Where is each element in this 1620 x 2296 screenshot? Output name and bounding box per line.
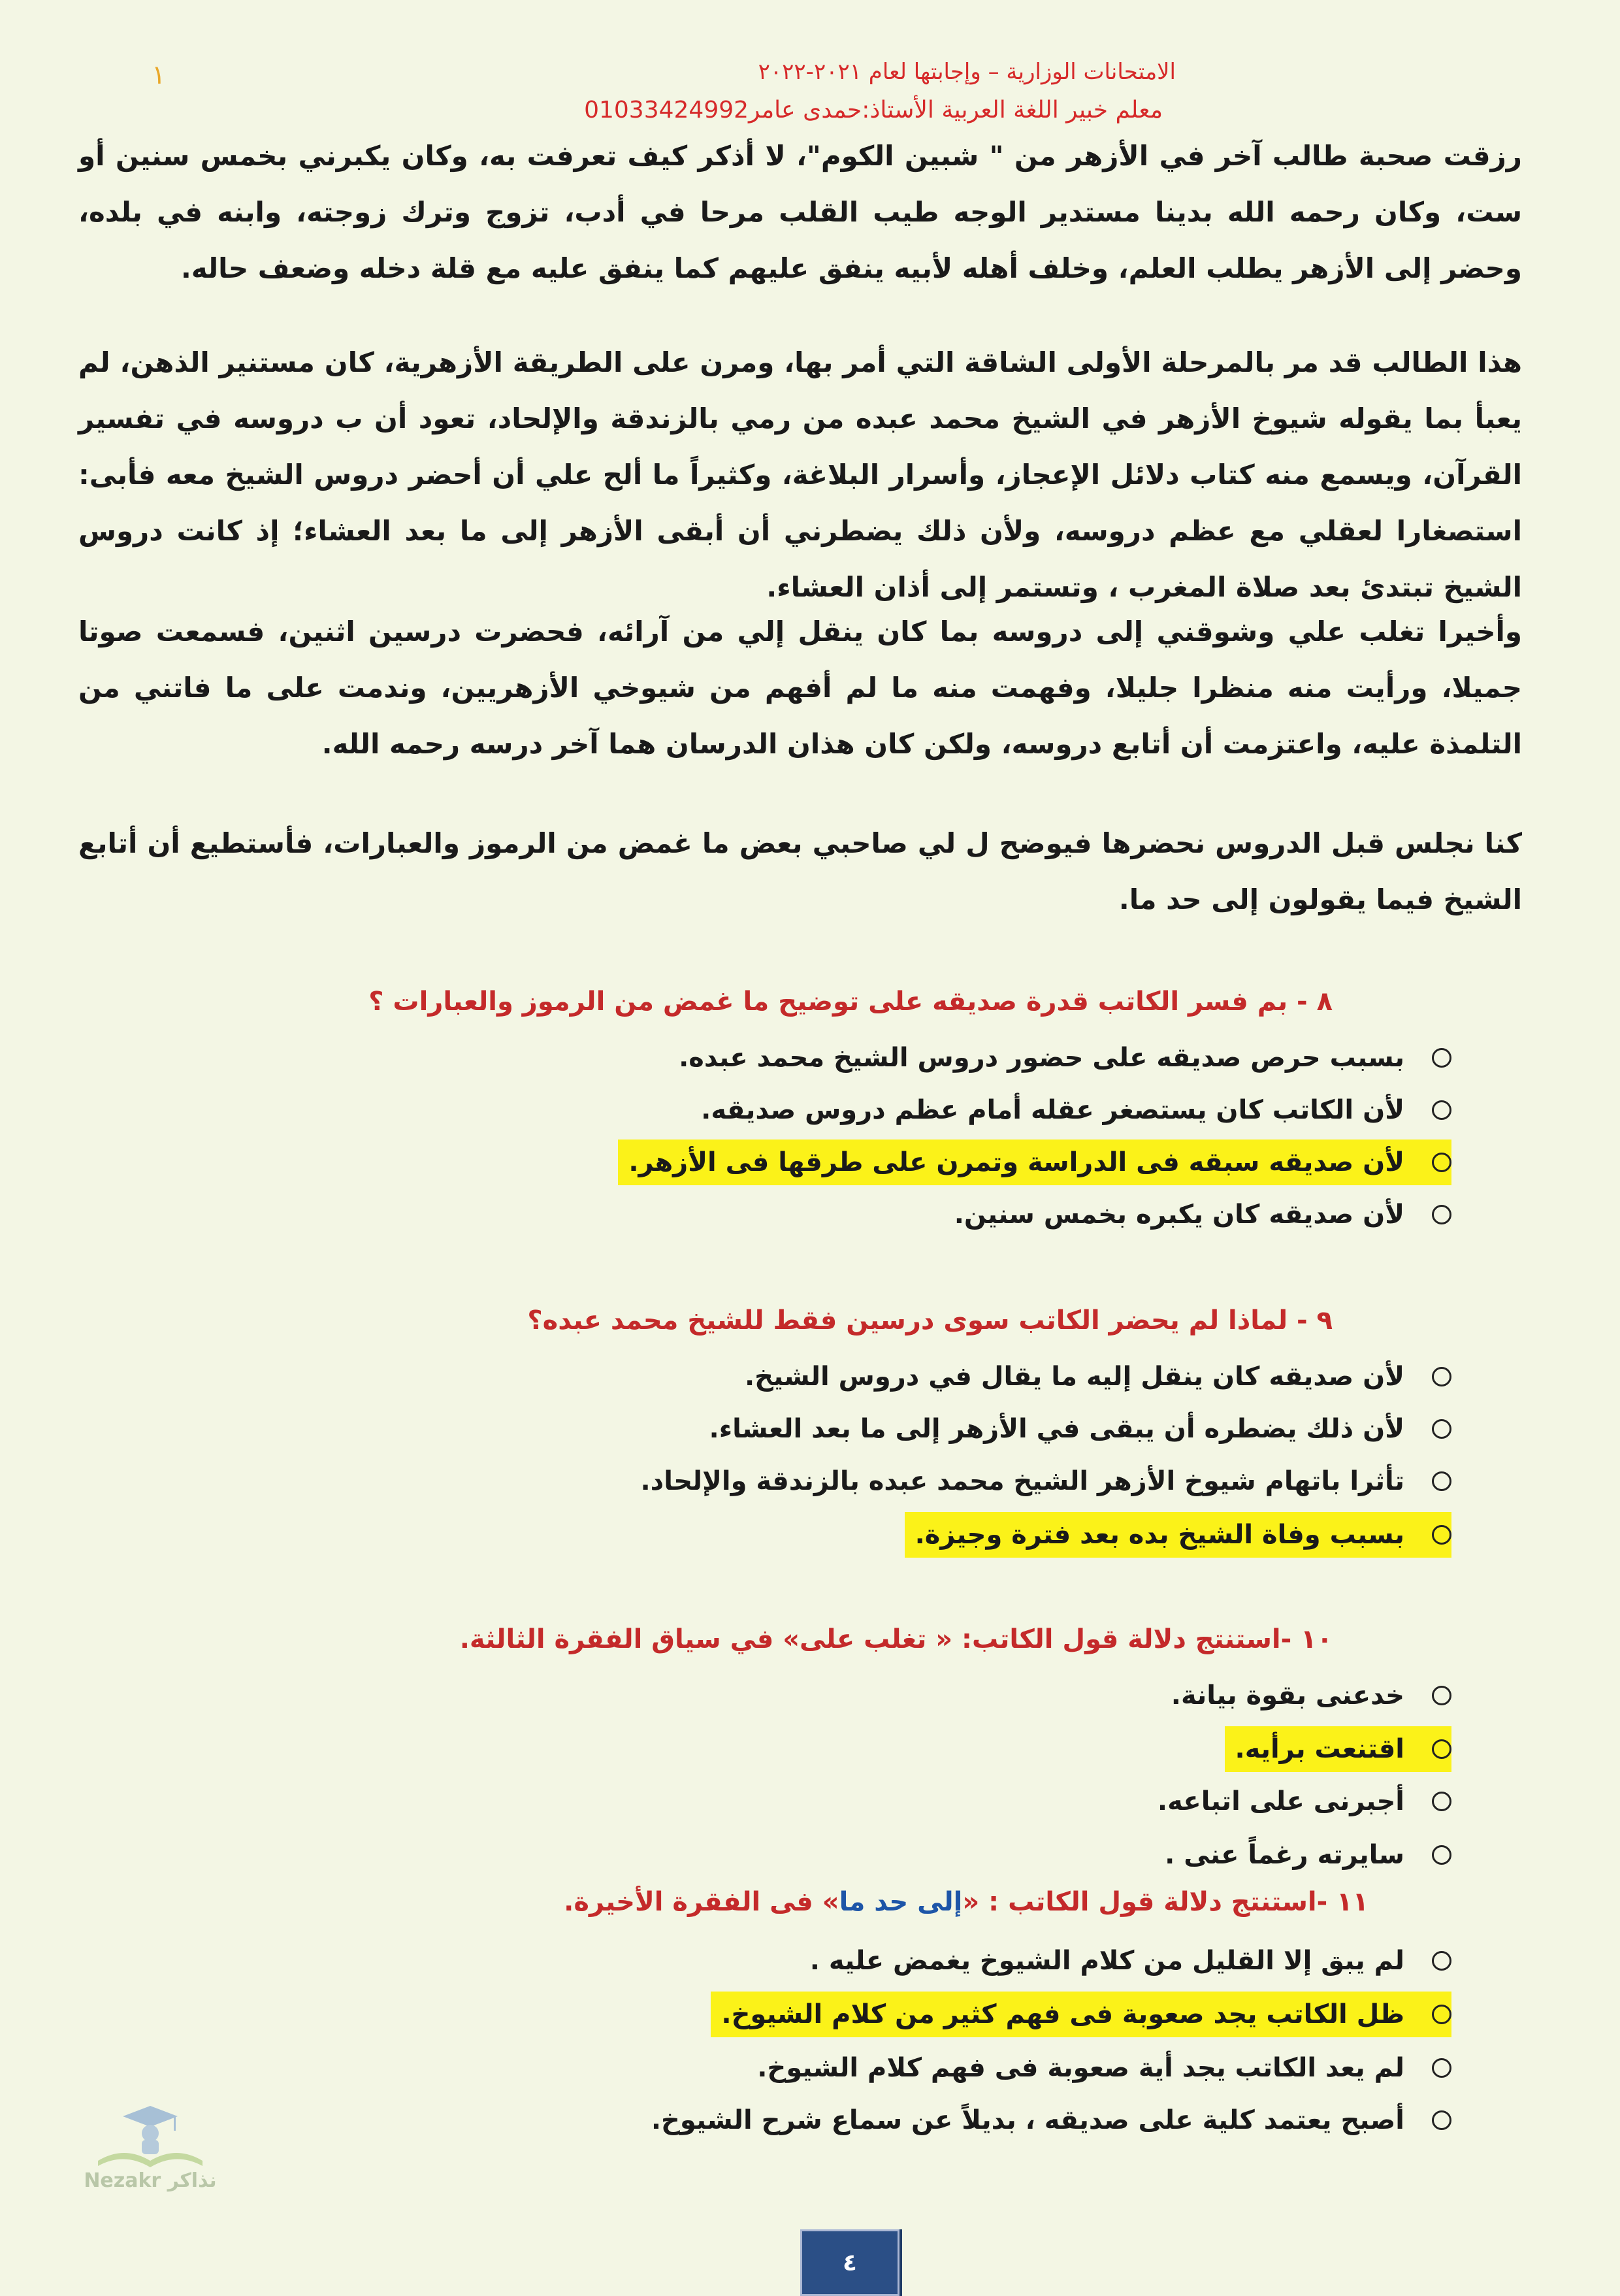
radio-circle-icon [1432, 1471, 1451, 1491]
radio-circle-icon [1432, 2110, 1451, 2130]
q9-option-2[interactable]: لأن ذلك يضطره أن يبقى في الأزهر إلى ما بعد العشاء. [707, 1406, 1452, 1452]
question-9: ٩ - لماذا لم يحضر الكاتب سوى درسين فقط للشيخ محمد عبده؟ [527, 1305, 1333, 1336]
radio-circle-icon [1432, 2005, 1451, 2024]
q8-option-1[interactable]: بسبب حرص صديقه على حضور دروس الشيخ محمد عبده. [676, 1035, 1451, 1081]
q9-option-1[interactable]: لأن صديقه كان ينقل إليه ما يقال في دروس الشيخ. [742, 1354, 1451, 1400]
question-11-quote: إلى حد ما [839, 1887, 963, 1917]
question-11: ١١ -استنتج دلالة قول الكاتب : «إلى حد ما» فى الفقرة الأخيرة. [564, 1887, 1369, 1917]
radio-circle-icon [1432, 1792, 1451, 1811]
radio-circle-icon [1432, 1367, 1451, 1386]
radio-circle-icon [1432, 2058, 1451, 2078]
q11-option-4[interactable]: أصبح يعتمد كلية على صديقه ، بديلاً عن سماع شرح الشيوخ. [649, 2097, 1451, 2143]
q8-option-4[interactable]: لأن صديقه كان يكبره بخمس سنين. [952, 1192, 1451, 1238]
nezakr-logo [52, 2101, 248, 2192]
radio-circle-icon [1432, 1951, 1451, 1971]
graduation-book-icon [52, 2101, 248, 2192]
q10-option-1[interactable]: خدعنى بقوة بيانة. [1169, 1673, 1451, 1718]
q8-option-3-answer[interactable]: لأن صديقه سبقه فى الدراسة وتمرن على طرقها فى الأزهر. [618, 1140, 1451, 1185]
passage-paragraph-3: وأخيرا تغلب علي وشوقني إلى دروسه بما كان ينقل إلي من آرائه، فحضرت درسين اثنين، فسمعت صوتا جميلا، ورأيت منه منظرا جليلا، وفهمت منه ما لم أفهم من شيوخي الأزهريين، وندمت على ما فاتني من التلمذة عليه، واعتزمت أن أتابع دروسه، ولكن كان هذان الدرسان هما آخر درسه رحمه الله. [78, 615, 1522, 760]
q9-option-3[interactable]: تأثرا باتهام شيوخ الأزهر الشيخ محمد عبده بالزندقة والإلحاد. [638, 1458, 1451, 1504]
question-10: ١٠ -استنتج دلالة قول الكاتب: « تغلب على» في سياق الفقرة الثالثة. [459, 1624, 1333, 1654]
header-mark: ١ [152, 60, 166, 90]
question-8: ٨ - بم فسر الكاتب قدرة صديقه على توضيح ما غمض من الرموز والعبارات ؟ [368, 987, 1333, 1017]
radio-circle-icon [1432, 1739, 1451, 1759]
q10-option-2-answer[interactable]: اقتنعت برأيه. [1225, 1726, 1452, 1772]
q8-option-2[interactable]: لأن الكاتب كان يستصغر عقله أمام عظم دروس صديقه. [698, 1087, 1451, 1133]
radio-circle-icon [1432, 1525, 1451, 1545]
radio-circle-icon [1432, 1100, 1451, 1120]
header-title: الامتحانات الوزارية – وإجابتها لعام ٢٠٢١-٢٠٢٢ [758, 59, 1176, 85]
radio-circle-icon [1432, 1686, 1451, 1705]
svg-text:Nezakr نذاكر: Nezakr نذاكر [84, 2169, 217, 2192]
q9-option-4-answer[interactable]: بسبب وفاة الشيخ بده بعد فترة وجيزة. [905, 1512, 1451, 1558]
radio-circle-icon [1432, 1419, 1451, 1439]
q11-option-2-answer[interactable]: ظل الكاتب يجد صعوبة فى فهم كثير من كلام الشيوخ. [711, 1992, 1451, 2037]
page-number-badge: ٤ [800, 2229, 899, 2296]
header-teacher: معلم خبير اللغة العربية الأستاذ:حمدى عامر01033424992 [584, 97, 1163, 123]
radio-circle-icon [1432, 1205, 1451, 1224]
radio-circle-icon [1432, 1845, 1451, 1865]
q11-option-3[interactable]: لم يعد الكاتب يجد أية صعوبة فى فهم كلام الشيوخ. [754, 2045, 1451, 2091]
q10-option-3[interactable]: أجبرنى على اتباعه. [1155, 1779, 1451, 1824]
passage-paragraph-1: رزقت صحبة طالب آخر في الأزهر من " شبين الكوم"، لا أذكر كيف تعرفت به، وكان يكبرني بخمس سنين أو ست، وكان رحمه الله بدينا مستدير الوجه طيب القلب مرحا في أدب، تزوج وترك زوجته، وابنه في بلده، وحضر إلى الأزهر يطلب العلم، وخلف أهله لأبيه ينفق عليهم كما ينفق عليه مع قلة دخله وضعف حاله. [78, 140, 1522, 284]
radio-circle-icon [1432, 1048, 1451, 1068]
q11-option-1[interactable]: لم يبق إلا القليل من كلام الشيوخ يغمض عليه . [807, 1938, 1451, 1984]
passage-paragraph-4: كنا نجلس قبل الدروس نحضرها فيوضح ل لي صاحبي بعض ما غمض من الرموز والعبارات، فأستطيع أن أتابع الشيخ فيما يقولون إلى حد ما. [78, 827, 1522, 915]
radio-circle-icon [1432, 1153, 1451, 1172]
q10-option-4[interactable]: سايرته رغماً عنى . [1162, 1832, 1451, 1878]
passage-paragraph-2: هذا الطالب قد مر بالمرحلة الأولى الشاقة التي أمر بها، ومرن على الطريقة الأزهرية، كان مستنير الذهن، لم يعبأ بما يقوله شيوخ الأزهر في الشيخ محمد عبده من رمي بالزندقة والإلحاد، تعود أن ب دروسه في تفسير القرآن، ويسمع منه كتاب دلائل الإعجاز، وأسرار البلاغة، وكثيراً ما ألح علي أن أحضر دروس الشيخ معه فأبى: استصغارا لعقلي مع عظم دروسه، ولأن ذلك يضطرني أن أبقى الأزهر إلى ما بعد العشاء؛ إذ كانت دروس الشيخ تبتدئ بعد صلاة المغرب ، وتستمر إلى أذان العشاء. [78, 346, 1522, 603]
